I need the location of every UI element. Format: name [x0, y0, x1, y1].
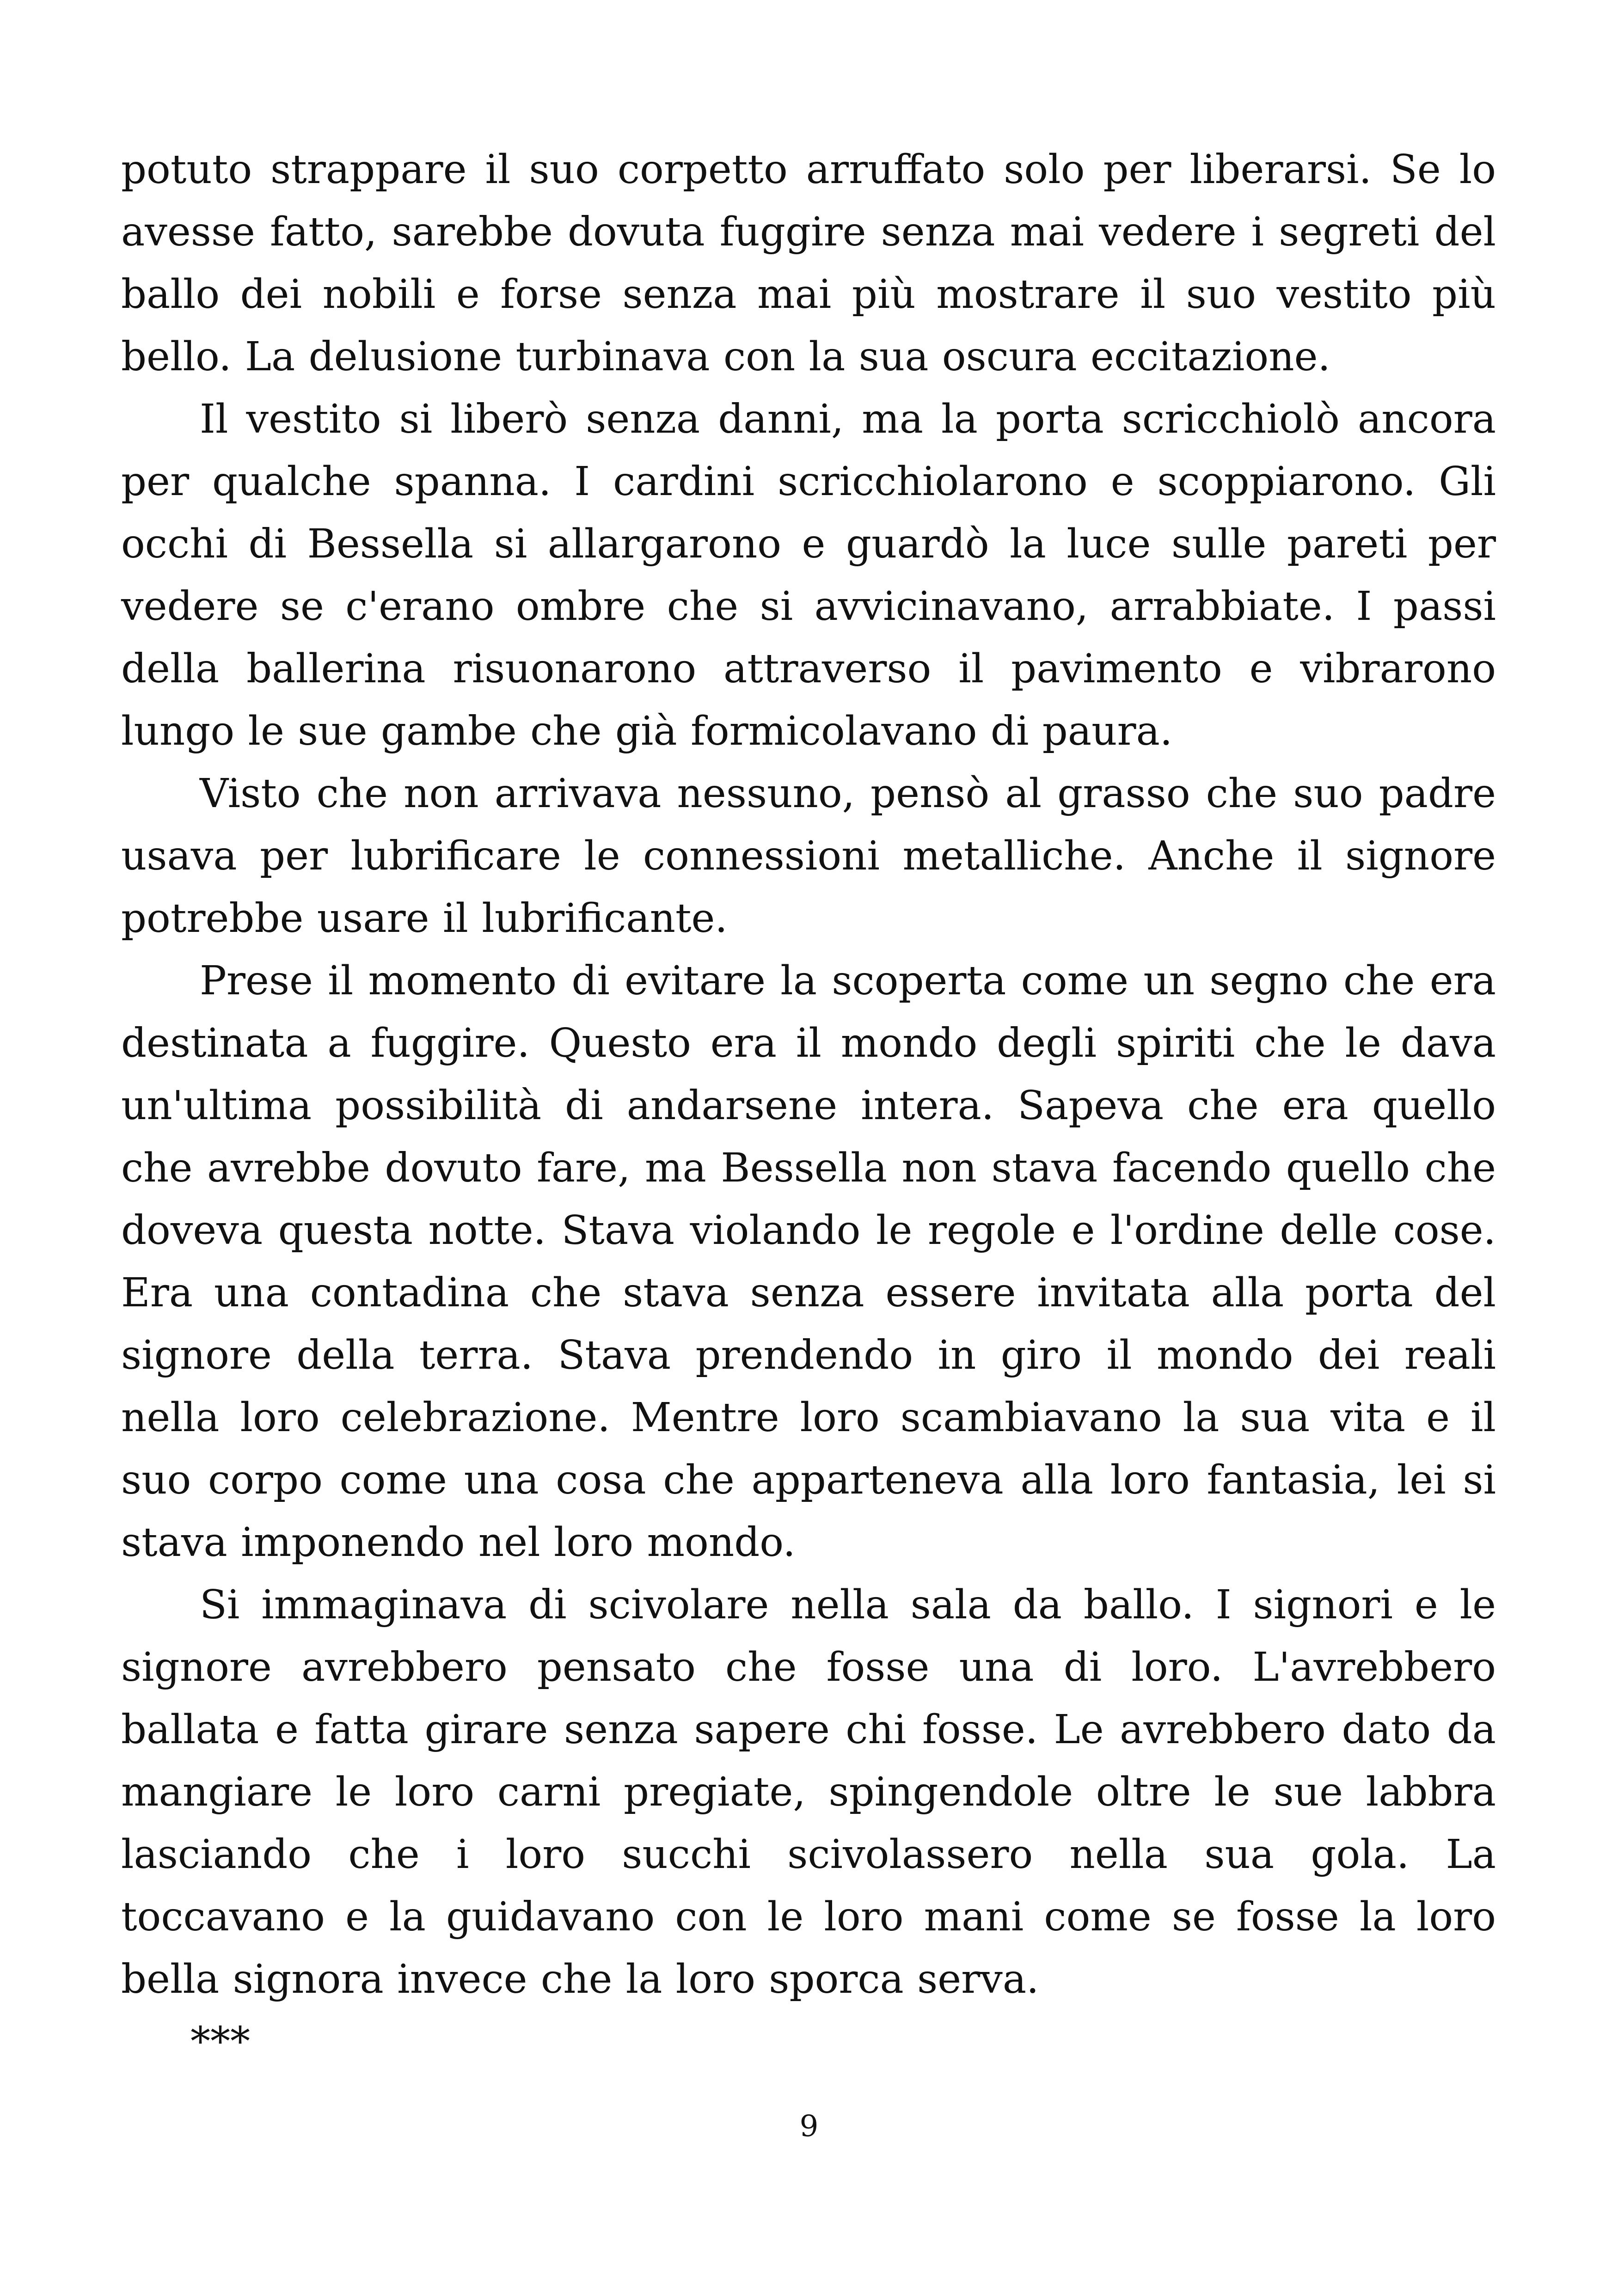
paragraph: Prese il momento di evitare la scoperta come un segno che era destinata a fuggire. Questo era il mondo degli spiriti che le dava un'ultima possibilità di andarsene intera. Sapeva che era quello che avrebbe dovuto fare, ma Bessella non stava facendo quello che doveva questa notte. Stava violando le regole e l'ordine delle cose. Era una contadina che stava senza essere invitata alla porta del signore della terra. Stava prendendo in giro il mondo dei reali nella loro celebrazione. Mentre loro scambiavano la sua vita e il suo corpo come una cosa che apparteneva alla loro fantasia, lei si stava imponendo nel loro mondo.	[121, 958, 1496, 1566]
body-text	[121, 139, 1496, 2073]
paragraph: Si immaginava di scivolare nella sala da ballo. I signori e le signore avrebbero pensato che fosse una di loro. L'avrebbero ballata e fatta girare senza sapere chi fosse. Le avrebbero dato da mangiare le loro carni pregiate, spingendole oltre le sue labbra lasciando che i loro succhi scivolassero nella sua gola. La toccavano e la guidavano con le loro mani come se fosse la loro bella signora invece che la loro sporca serva.	[121, 1582, 1496, 2002]
page-number: 9	[799, 2109, 819, 2143]
paragraph: Visto che non arrivava nessuno, pensò al grasso che suo padre usava per lubrificare le connessioni metalliche. Anche il signore potrebbe usare il lubrificante.	[121, 771, 1496, 942]
paragraph: Il vestito si liberò senza danni, ma la porta scricchiolò ancora per qualche spanna. I cardini scricchiolarono e scoppiarono. Gli occhi di Bessella si allargarono e guardò la luce sulle pareti per vedere se c'erano ombre che si avvicinavano, arrabbiate. I passi della ballerina risuonarono attraverso il pavimento e vibrarono lungo le sue gambe che già formicolavano di paura.	[121, 396, 1496, 754]
paragraph: potuto strappare il suo corpetto arruffato solo per liberarsi. Se lo avesse fatto, sarebbe dovuta fuggire senza mai vedere i segreti del ballo dei nobili e forse senza mai più mostrare il suo vestito più bello. La delusione turbinava con la sua oscura eccitazione.	[121, 147, 1496, 380]
section-separator: ***	[190, 2019, 250, 2065]
